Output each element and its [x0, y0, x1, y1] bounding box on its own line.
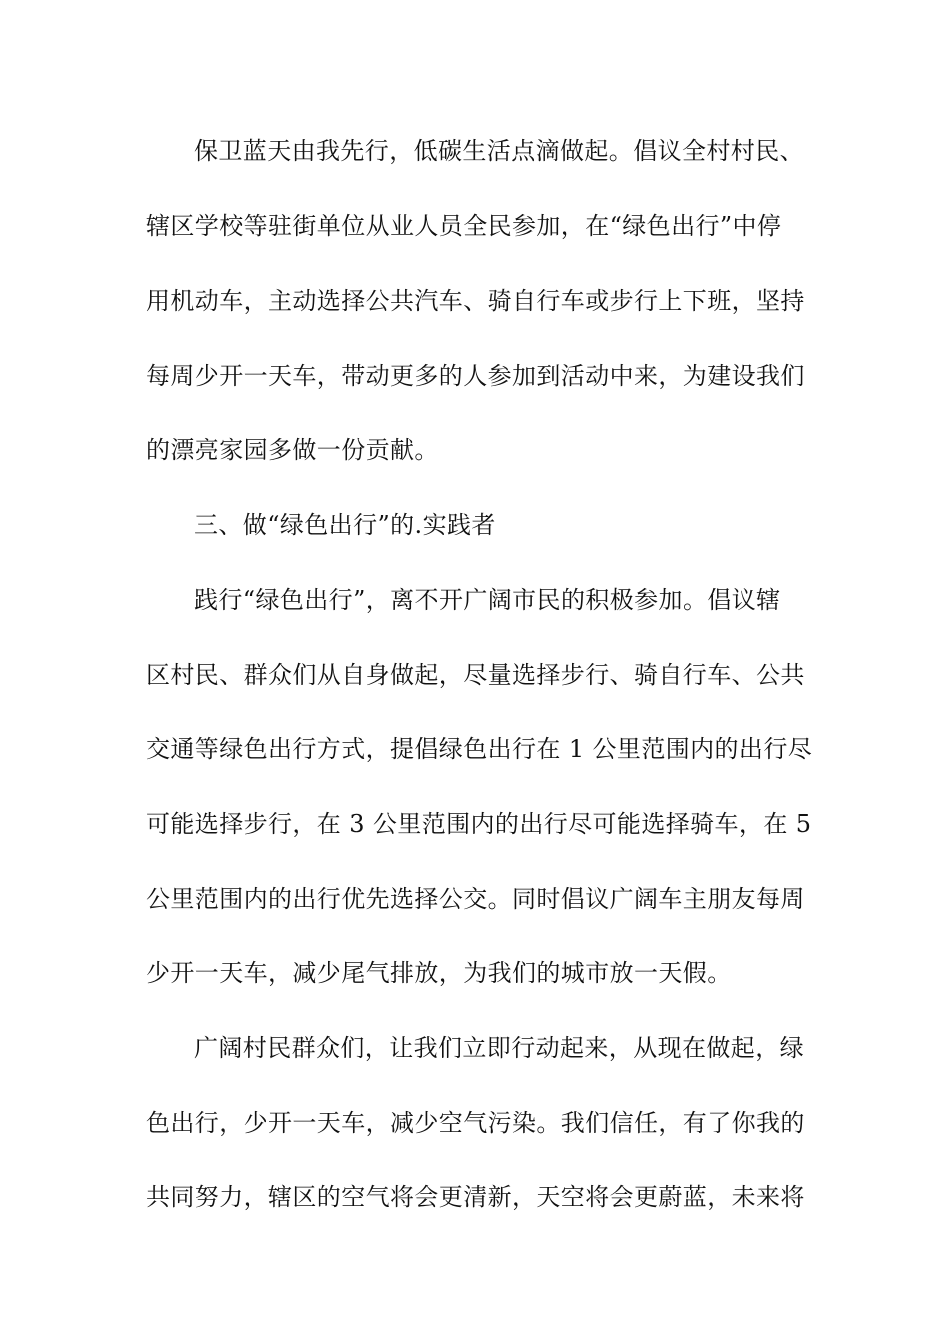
- paragraph-2-line-4: 可能选择步行，在 3 公里范围内的出行尽可能选择骑车，在 5: [146, 810, 812, 838]
- paragraph-3-line-1: 广阔村民群众们，让我们立即行动起来，从现在做起，绿: [194, 1034, 804, 1062]
- paragraph-2-line-6: 少开一天车，减少尾气排放，为我们的城市放一天假。: [146, 959, 732, 987]
- paragraph-1-line-5: 的漂亮家园多做一份贡献。: [146, 436, 439, 464]
- paragraph-2-line-1: 践行“绿色出行”，离不开广阔市民的积极参加。倡议辖: [194, 586, 781, 614]
- paragraph-1-line-1: 保卫蓝天由我先行，低碳生活点滴做起。倡议全村村民、: [194, 137, 804, 165]
- paragraph-1-line-4: 每周少开一天车，带动更多的人参加到活动中来，为建设我们: [146, 362, 805, 390]
- paragraph-3-line-2: 色出行，少开一天车，减少空气污染。我们信任，有了你我的: [146, 1109, 805, 1137]
- section-heading: 三、做“绿色出行”的.实践者: [194, 511, 496, 539]
- paragraph-1-line-3: 用机动车，主动选择公共汽车、骑自行车或步行上下班，坚持: [146, 287, 805, 315]
- paragraph-3-line-3: 共同努力，辖区的空气将会更清新，天空将会更蔚蓝，未来将: [146, 1183, 805, 1211]
- paragraph-2-line-5: 公里范围内的出行优先选择公交。同时倡议广阔车主朋友每周: [146, 885, 805, 913]
- paragraph-2-line-3: 交通等绿色出行方式，提倡绿色出行在 1 公里范围内的出行尽: [146, 735, 813, 763]
- paragraph-1-line-2: 辖区学校等驻街单位从业人员全民参加，在“绿色出行”中停: [146, 212, 782, 240]
- paragraph-2-line-2: 区村民、群众们从自身做起，尽量选择步行、骑自行车、公共: [146, 661, 805, 689]
